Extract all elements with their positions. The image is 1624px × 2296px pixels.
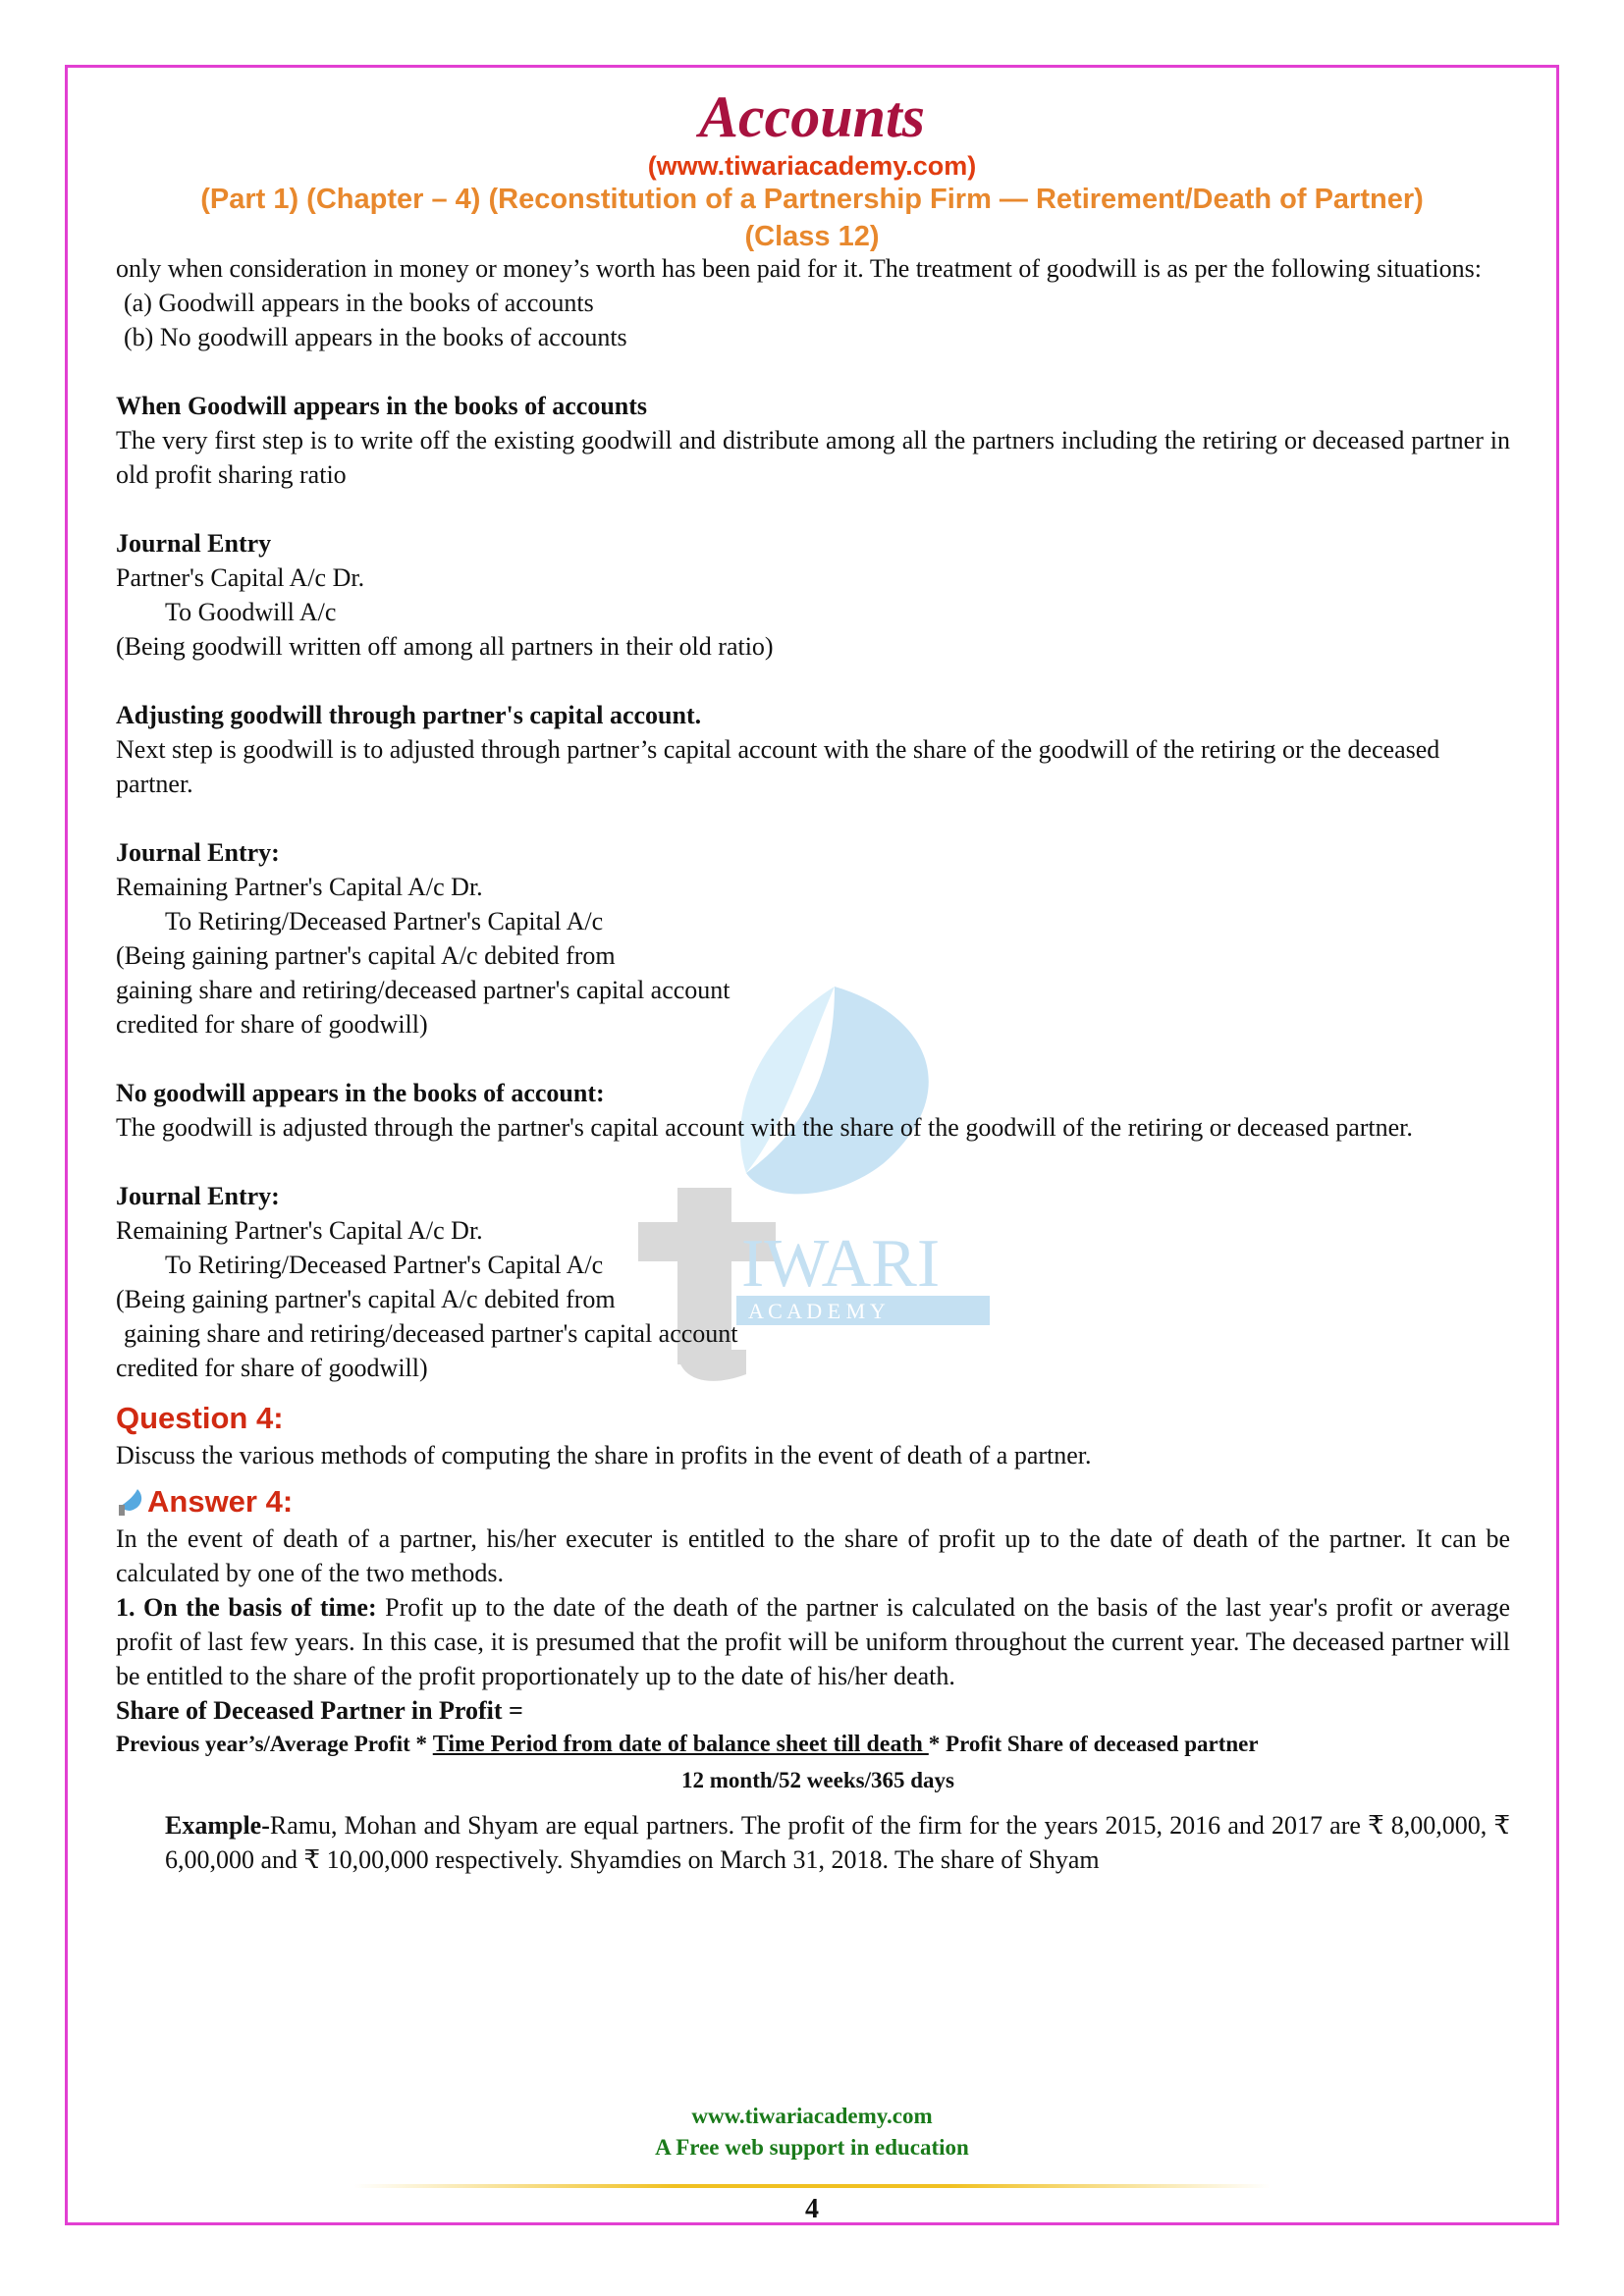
watermark-name: IWARI	[741, 1226, 941, 1302]
journal-entry-heading-3: Journal Entry:	[116, 1182, 280, 1210]
journal-entry-heading-2: Journal Entry:	[116, 838, 280, 867]
example-label: Example-	[165, 1811, 270, 1840]
journal-2-credit: To Retiring/Deceased Partner's Capital A/c	[165, 907, 604, 935]
method-1-text: Profit up to the date of the death of the partner is calculated on the basis of the last year's profit or average profit of last few years. In this case, it is presumed that the profit will be uniform throughout the current year. The deceased partner will be entitled to the share of the profit proportionately up to the date of his/her death.	[116, 1593, 1510, 1690]
journal-2-narration-2: gaining share and retiring/deceased partner's capital account	[116, 976, 731, 1004]
formula-left: Previous year’s/Average Profit *	[116, 1732, 433, 1756]
journal-3-narration-2: gaining share and retiring/deceased partner's capital account	[124, 1319, 738, 1348]
page-footer	[65, 2101, 1559, 2163]
footer-divider	[353, 2184, 1271, 2188]
journal-1-debit: Partner's Capital A/c Dr.	[116, 563, 365, 592]
intro-paragraph: only when consideration in money or money’s worth has been paid for it. The treatment of goodwill is as per the following situations:	[116, 254, 1482, 283]
question-4-text: Discuss the various methods of computing the share in profits in the event of death of a partner.	[116, 1441, 1092, 1469]
situation-b: (b) No goodwill appears in the books of accounts	[124, 323, 627, 351]
question-4-heading: Question 4:	[116, 1401, 284, 1435]
situation-a: (a) Goodwill appears in the books of accounts	[124, 289, 594, 317]
page-number: 4	[805, 2194, 819, 2224]
page-header	[65, 82, 1559, 255]
section-heading-no-goodwill: No goodwill appears in the books of account:	[116, 1079, 605, 1107]
answer-4-heading-row	[116, 1482, 1510, 1522]
journal-2-debit: Remaining Partner's Capital A/c Dr.	[116, 873, 483, 901]
journal-entry-heading-1: Journal Entry	[116, 529, 272, 558]
section-heading-goodwill-appears: When Goodwill appears in the books of accounts	[116, 392, 648, 420]
journal-3-narration-3: credited for share of goodwill)	[116, 1354, 428, 1382]
answer-4-heading: Answer 4:	[147, 1484, 294, 1519]
formula-row	[116, 1728, 1510, 1761]
method-1-paragraph	[116, 1590, 1510, 1693]
section-heading-adjusting: Adjusting goodwill through partner's capital account.	[116, 701, 702, 729]
footer-tagline: A Free web support in education	[655, 2135, 969, 2160]
header-class: (Class 12)	[744, 221, 880, 252]
answer-leaf-icon	[116, 1487, 145, 1517]
journal-3-debit: Remaining Partner's Capital A/c Dr.	[116, 1216, 483, 1245]
formula-numerator: Time Period from date of balance sheet till death	[432, 1732, 929, 1757]
section-text-no-goodwill: The goodwill is adjusted through the partner's capital account with the share of the goodwill of the retiring or deceased partner.	[116, 1113, 1413, 1142]
formula-right: * Profit Share of deceased partner	[928, 1732, 1259, 1756]
example-text: Ramu, Mohan and Shyam are equal partners. The profit of the firm for the years 2015, 2016 and 2017 are ₹ 8,00,000, ₹ 6,00,000 and ₹ 10,00,000 respectively. Shyamdies on March 31, 2018. The share of Shyam	[165, 1811, 1510, 1874]
answer-4-text: In the event of death of a partner, his/her executer is entitled to the share of profit up to the date of death of the partner. It can be calculated by one of the two methods.	[116, 1524, 1510, 1587]
header-site: (www.tiwariacademy.com)	[647, 151, 977, 181]
section-text-adjusting: Next step is goodwill is to adjusted through partner’s capital account with the share of the goodwill of the retiring or the deceased partner.	[116, 735, 1440, 798]
journal-3-credit: To Retiring/Deceased Partner's Capital A/c	[165, 1251, 604, 1279]
journal-1-narration: (Being goodwill written off among all partners in their old ratio)	[116, 632, 774, 661]
journal-3-narration-1: (Being gaining partner's capital A/c debited from	[116, 1285, 616, 1313]
method-1-label: 1. On the basis of time:	[116, 1593, 377, 1622]
example-paragraph	[116, 1808, 1510, 1877]
formula-denominator: 12 month/52 weeks/365 days	[681, 1768, 954, 1792]
section-text-goodwill-appears: The very first step is to write off the existing goodwill and distribute among all the partners including the retiring or deceased partner in old profit sharing ratio	[116, 426, 1510, 489]
page-title: Accounts	[698, 84, 926, 149]
journal-1-credit: To Goodwill A/c	[165, 598, 337, 626]
formula-heading: Share of Deceased Partner in Profit =	[116, 1696, 523, 1725]
page-content	[116, 251, 1510, 1877]
journal-2-narration-1: (Being gaining partner's capital A/c debited from	[116, 941, 616, 970]
header-chapter: (Part 1) (Chapter – 4) (Reconstitution of a Partnership Firm — Retirement/Death of Partner)	[200, 184, 1424, 215]
watermark-sub: A C A D E M Y	[748, 1299, 886, 1323]
footer-url[interactable]: www.tiwariacademy.com	[691, 2104, 933, 2128]
journal-2-narration-3: credited for share of goodwill)	[116, 1010, 428, 1039]
